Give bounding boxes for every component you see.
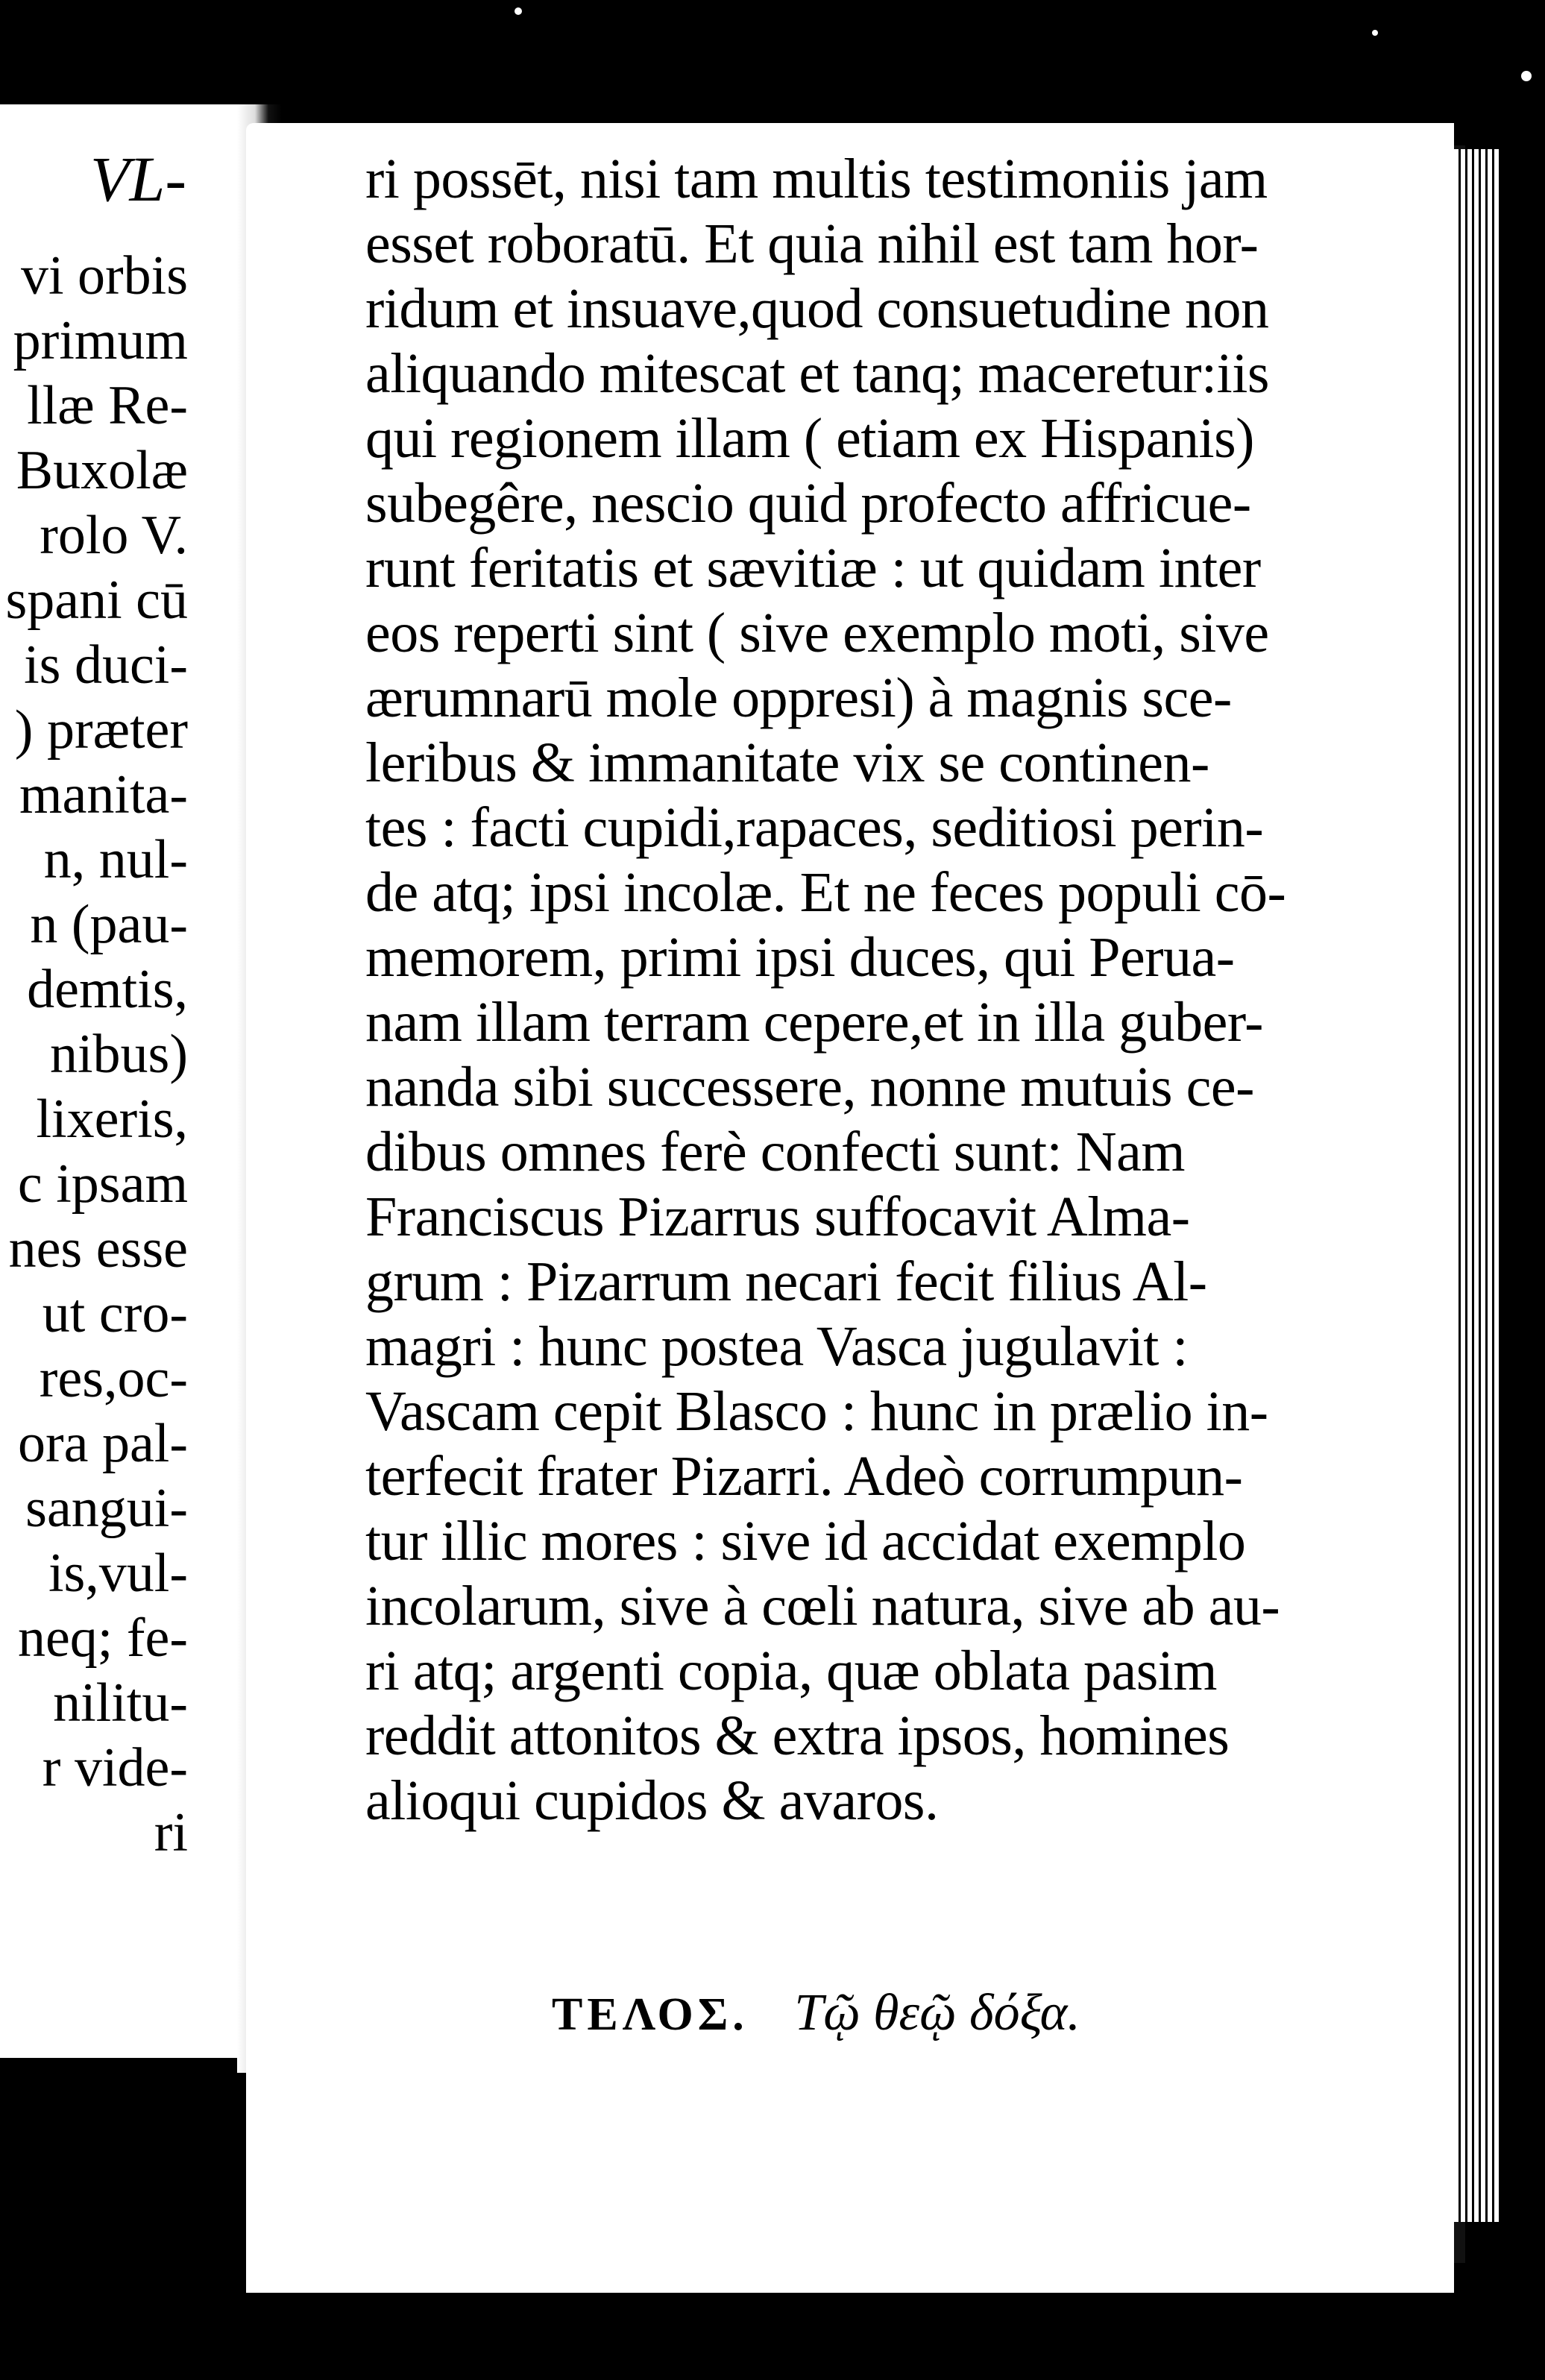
- left-page-line: ) præter: [14, 699, 188, 761]
- text-line: tur illic mores : sive id accidat exemplo: [365, 1510, 1246, 1572]
- finis-line: [552, 1983, 1080, 2043]
- scan-speck: [515, 7, 522, 15]
- text-line: Vascam cepit Blasco : hunc in prælio in-: [365, 1380, 1268, 1443]
- left-page-line: res,oc-: [39, 1348, 188, 1409]
- text-line: qui regionem illam ( etiam ex Hispanis): [365, 407, 1254, 470]
- left-page-line: Buxolæ: [16, 440, 188, 501]
- text-line: Franciscus Pizarrus suffocavit Alma-: [365, 1186, 1190, 1248]
- finis-greek-doxology: Τῷ θεῷ δόξα.: [794, 1984, 1080, 2041]
- left-page-header: VL-: [90, 143, 186, 215]
- text-line: ridum et insuave,quod consuetudine non: [365, 277, 1269, 340]
- left-page-line: spani cū: [5, 570, 188, 631]
- left-page-line: r vide-: [42, 1737, 188, 1798]
- text-line: leribus & immanitate vix se continen-: [365, 731, 1209, 794]
- left-page-line: llæ Re-: [27, 375, 188, 436]
- text-line: memorem, primi ipsi duces, qui Perua-: [365, 926, 1235, 989]
- text-line: eos reperti sint ( sive exemplo moti, sive: [365, 602, 1269, 664]
- text-line: ri possēt, nisi tam multis testimoniis jam: [365, 148, 1268, 210]
- left-page-line: nes esse: [8, 1218, 188, 1279]
- scan-speck: [1372, 30, 1378, 36]
- left-page-line: is,vul-: [48, 1543, 188, 1604]
- text-line: subegêre, nescio quid profecto affricue-: [365, 472, 1251, 535]
- left-page-line: is duci-: [24, 635, 188, 696]
- text-line: grum : Pizarrum necari fecit filius Al-: [365, 1250, 1207, 1313]
- text-line: ærumnarū mole oppresi) à magnis sce-: [365, 667, 1232, 729]
- text-line: incolarum, sive à cœli natura, sive ab au-: [365, 1575, 1280, 1637]
- left-page-line: sangui-: [25, 1478, 188, 1539]
- left-page-line: nilitu-: [53, 1672, 188, 1734]
- text-line: dibus omnes ferè confecti sunt: Nam: [365, 1121, 1185, 1183]
- scan-speck: [1521, 71, 1532, 81]
- text-line: ri atq; argenti copia, quæ oblata pasim: [365, 1640, 1218, 1702]
- left-page-line: primum: [13, 310, 188, 371]
- left-page-line: ora pal-: [17, 1413, 188, 1474]
- left-page-line: rolo V.: [40, 505, 188, 566]
- left-page-line: vi orbis: [20, 245, 188, 306]
- left-page-line: lixeris,: [36, 1089, 188, 1150]
- text-line: terfecit frater Pizarri. Adeò corrumpun-: [365, 1445, 1243, 1508]
- text-line: tes : facti cupidi,rapaces, seditiosi perin-: [365, 796, 1264, 859]
- left-page-line: manita-: [19, 764, 188, 825]
- left-page: [0, 104, 276, 2058]
- text-line: nam illam terram cepere,et in illa guber-: [365, 991, 1263, 1054]
- text-line: magri : hunc postea Vasca jugulavit :: [365, 1315, 1188, 1378]
- left-page-line: ut cro-: [42, 1283, 188, 1344]
- text-line: alioqui cupidos & avaros.: [365, 1769, 939, 1832]
- text-line: aliquando mitescat et tanq; maceretur:iis: [365, 342, 1269, 405]
- text-line: reddit attonitos & extra ipsos, homines: [365, 1704, 1230, 1767]
- text-line: runt feritatis et sævitiæ : ut quidam inter: [365, 537, 1261, 599]
- text-line: nanda sibi successere, nonne mutuis ce-: [365, 1056, 1254, 1118]
- left-page-line: demtis,: [27, 959, 188, 1020]
- text-line: esset roboratū. Et quia nihil est tam hor-: [365, 212, 1259, 275]
- page-edges: [1454, 149, 1499, 2222]
- left-page-line: nibus): [50, 1024, 188, 1085]
- left-page-line: n, nul-: [43, 829, 188, 890]
- left-page-line: ri: [154, 1802, 188, 1863]
- left-page-line: neq; fe-: [17, 1608, 188, 1669]
- left-page-line: c ipsam: [17, 1153, 188, 1215]
- left-page-line: n (pau-: [30, 894, 188, 955]
- text-line: de atq; ipsi incolæ. Et ne feces populi cō-: [365, 861, 1286, 924]
- finis-word: ΤΕΛΟΣ.: [552, 1989, 749, 2040]
